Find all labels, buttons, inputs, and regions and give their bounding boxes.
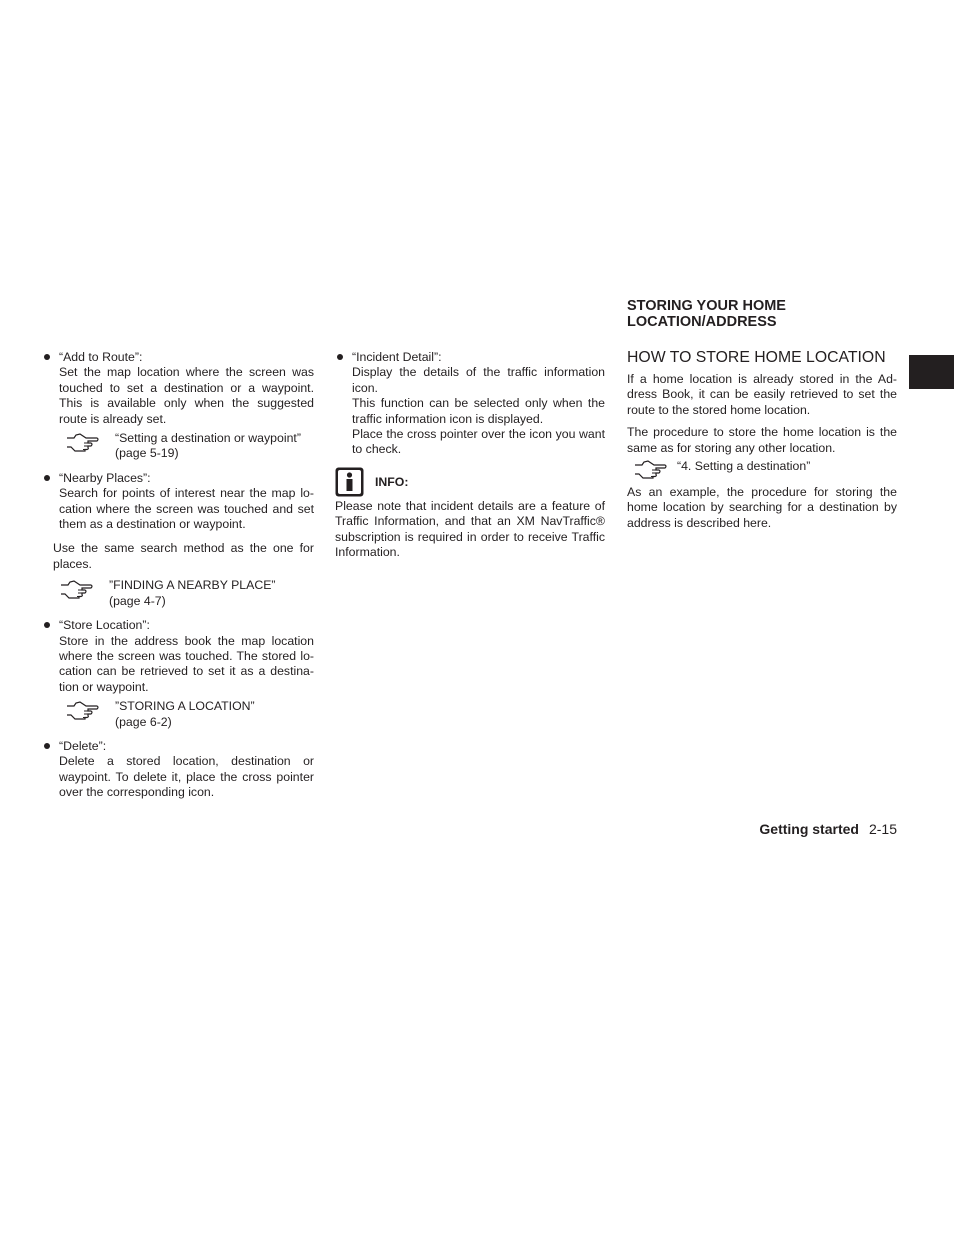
pointing-hand-icon <box>634 459 668 479</box>
reference-page: (page 6-2) <box>115 714 172 729</box>
reference-title: ”FINDING A NEARBY PLACE” <box>109 578 276 593</box>
item-title: “Incident Detail”: <box>352 350 442 364</box>
list-item-delete <box>42 739 314 801</box>
reference-title: ”STORING A LOCATION” <box>115 699 255 714</box>
paragraph: The procedure to store the home location is the same as for storing any other location. <box>627 425 897 455</box>
cross-reference[interactable] <box>59 699 314 730</box>
bullet-icon <box>337 354 343 360</box>
bullet-icon <box>44 622 50 628</box>
info-header <box>335 467 605 497</box>
note-text: Use the same search method as the one for places. <box>53 541 314 571</box>
item-text-line1: Display the details of the traffic information icon. <box>352 365 605 395</box>
bullet-icon <box>44 743 50 749</box>
reference-title: “Setting a destination or waypoint” <box>115 431 301 446</box>
bullet-icon <box>44 354 50 360</box>
right-column <box>627 298 897 538</box>
paragraph: If a home location is already stored in the Ad-dress Book, it can be easily retrieved to set the route to the stored home location. <box>627 372 897 417</box>
item-text: Set the map location where the screen was touched to set a destination or a waypoint. This is available only when the suggested route is already set. <box>59 365 314 426</box>
reference-page: (page 4-7) <box>109 593 166 608</box>
bullet-icon <box>44 475 50 481</box>
page-footer <box>700 821 897 837</box>
pointing-hand-icon <box>60 579 94 599</box>
item-title: “Delete”: <box>59 738 107 753</box>
list-item-add-to-route <box>42 350 314 462</box>
chapter-tab <box>909 355 954 389</box>
cross-reference[interactable] <box>59 431 314 462</box>
reference-title: “4. Setting a destination” <box>677 459 811 474</box>
pointing-hand-icon <box>66 432 100 452</box>
item-title: “Add to Route”: <box>59 350 143 364</box>
paragraph: As an example, the procedure for storing the home location by searching for a destination by address is described here. <box>627 485 897 530</box>
item-text: Delete a stored location, destination or waypoint. To delete it, place the cross pointer over the corresponding icon. <box>59 754 314 800</box>
info-text: Please note that incident details are a feature of Traffic Information, and that an XM NavTraffic® subscription is required in order to receive Traffic Information. <box>335 498 605 560</box>
pointing-hand-icon <box>66 700 100 720</box>
cross-reference[interactable] <box>627 459 897 479</box>
page-number: 2-15 <box>868 821 897 837</box>
item-text-line2: This function can be selected only when the traffic information icon is displayed. <box>352 396 605 426</box>
item-text-line3: Place the cross pointer over the icon you want to check. <box>352 427 605 457</box>
item-text: Store in the address book the map location where the screen was touched. The stored lo-cation can be retrieved to set it as a destina-tion or waypoint. <box>59 633 314 694</box>
footer-section: Getting started <box>759 821 859 837</box>
list-item-incident-detail <box>335 350 605 458</box>
list-item-nearby-places <box>42 471 314 533</box>
subsection-title: HOW TO STORE HOME LOCATION <box>627 349 886 366</box>
list-item-store-location <box>42 618 314 730</box>
item-text: Search for points of interest near the map lo-cation where the screen was touched and set them as a destination or waypoint. <box>59 486 314 532</box>
reference-page: (page 5-19) <box>115 446 179 461</box>
item-title: “Store Location”: <box>59 618 150 633</box>
section-title-line1: STORING YOUR HOME <box>627 298 786 314</box>
left-column <box>42 350 314 810</box>
section-title-line2: LOCATION/ADDRESS <box>627 314 777 330</box>
cross-reference[interactable] <box>53 578 314 609</box>
info-label: INFO: <box>375 474 409 489</box>
section-title <box>627 298 897 330</box>
item-title: “Nearby Places”: <box>59 470 151 485</box>
middle-column <box>335 350 605 560</box>
info-icon <box>335 467 364 497</box>
